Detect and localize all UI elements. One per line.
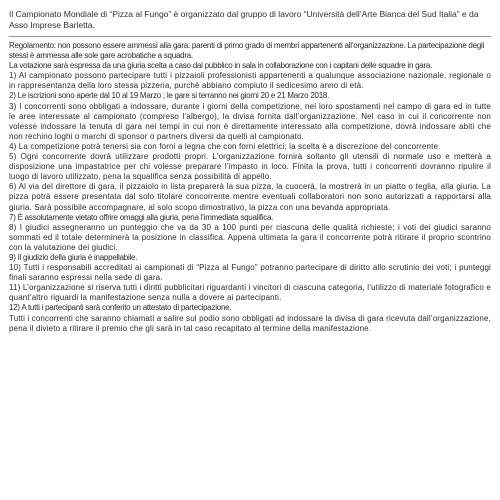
- rule-4: 4) La competizione potrà tenersi sia con forni a legna che con forni elettrici; la scelta è a discrezione del concorrente.: [9, 141, 441, 151]
- regulation-paragraph: La votazione sarà espressa da una giuria scelta a caso dal pubblico in sala in collaborazione con i capitani delle squadre in gara.: [9, 61, 433, 71]
- rule-10: 10) Tutti i responsabili accreditati ai campionati di “Pizza al Fungo” potranno partecipare di diritto allo scrutinio dei voti; i punteggi finali saranno espressi nella sede di gara.: [9, 263, 491, 283]
- rule-8: 8) I giudici assegneranno un punteggio che va da 30 a 100 punti per ciascuna delle qualità richieste; i voti dei giudici saranno sommati ed il totale determinerà la posizione in classifica. Appena ultimata la gara il concorrente potrà ritirare il proprio scontrino con la valutazione dei giudici.: [9, 222, 491, 252]
- divider: [9, 36, 491, 37]
- regulation-paragraph: Regolamento: non possono essere ammessi alla gara: parenti di primo grado di membri appartenenti all’organizzazione. La partecipazione degli stessi è ammessa alle sole gare acrobatiche a squadra.: [9, 41, 485, 61]
- closing-paragraph: Tutti i concorrenti che saranno chiamati a salire sul podio sono obbligati ad indossare la divisa di gara ricevuta dall’organizzazione, pena il divieto a ritirare il premio che gli sarà in tal caso recapitato al termine della manifestazione.: [9, 313, 491, 333]
- intro-text: Il Campionato Mondiale di “Pizza al Fungo” è organizzato dal gruppo di lavoro “Università dell’Arte Bianca del Sud Italia” e da Asso Imprese Barletta.: [9, 9, 479, 30]
- rule-7: 7) È assolutamente vietato offrire omaggi alla giuria, pena l’immediata squalifica.: [9, 212, 274, 222]
- rule-5: 5) Ogni concorrente dovrà utilizzare prodotti propri. L’organizzazione fornirà soltanto gli utensili di normale uso e metterà a disposizione una impastatrice per chi volesse preparare l’impasto in loco. Finita la prova, tutti i concorrenti dovranno ripulire il luogo di lavoro utilizzato, pena la squalifica senza possibilità di appello.: [9, 152, 491, 182]
- rule-2: 2) Le iscrizioni sono aperte dal 10 al 19 Marzo ; le gare si terranno nei giorni 20 e 21 Marzo 2018.: [9, 91, 330, 101]
- rule-6: 6) Al via del direttore di gara, il pizzaiolo in lista preparerà la sua pizza, la cuocerà, la mostrerà in un piatto o teglia, alla giuria. La pizza potrà essere presentata dal solo titolare concorrente mentre eventuali collaboratori non sono autorizzati a rapportarsi alla giuria. Sarà possibile accompagnare, al solo scopo dimostrativo, la pizza con una bevanda appropriata.: [9, 182, 491, 212]
- rule-9: 9) Il giudizio della giuria è inappellabile.: [9, 252, 138, 262]
- rule-11: 11) L’organizzazione si riserva tutti i diritti pubblicitari riguardanti i vincitori di ciascuna categoria, l’utilizzo di materiale fotografico e quant’altro riguardi la manifestazione senza nulla a dovere ai partecipanti.: [9, 283, 491, 303]
- rule-1: 1) Al campionato possono partecipare tutti i pizzaioli professionisti appartenenti a qualunque associazione nazionale, regionale o in rappresentanza della loro stessa pizzeria, purchè abbiano compiuto il sedicesimo anno di età.: [9, 71, 491, 91]
- rule-3: 3) I concorrenti sono obbligati a indossare, durante i giorni della competizione, nei loro spostamenti nel campo di gara ed in tutte le aree interessate al campionato (compreso l’albergo), la divisa fornita dall’organizzazione. Nel caso in cui il concorrente non volesse indossare la tenuta di gara nei tempi in cui non è direttamente interessato alla competizione, dovrà indossare abiti che non rechino loghi o marchi di sponsor o partners diversi da quelli al campionato.: [9, 101, 491, 141]
- regulation-body: [9, 41, 491, 334]
- rule-12: 12) A tutti i partecipanti sarà conferito un attestato di partecipazione.: [9, 303, 232, 313]
